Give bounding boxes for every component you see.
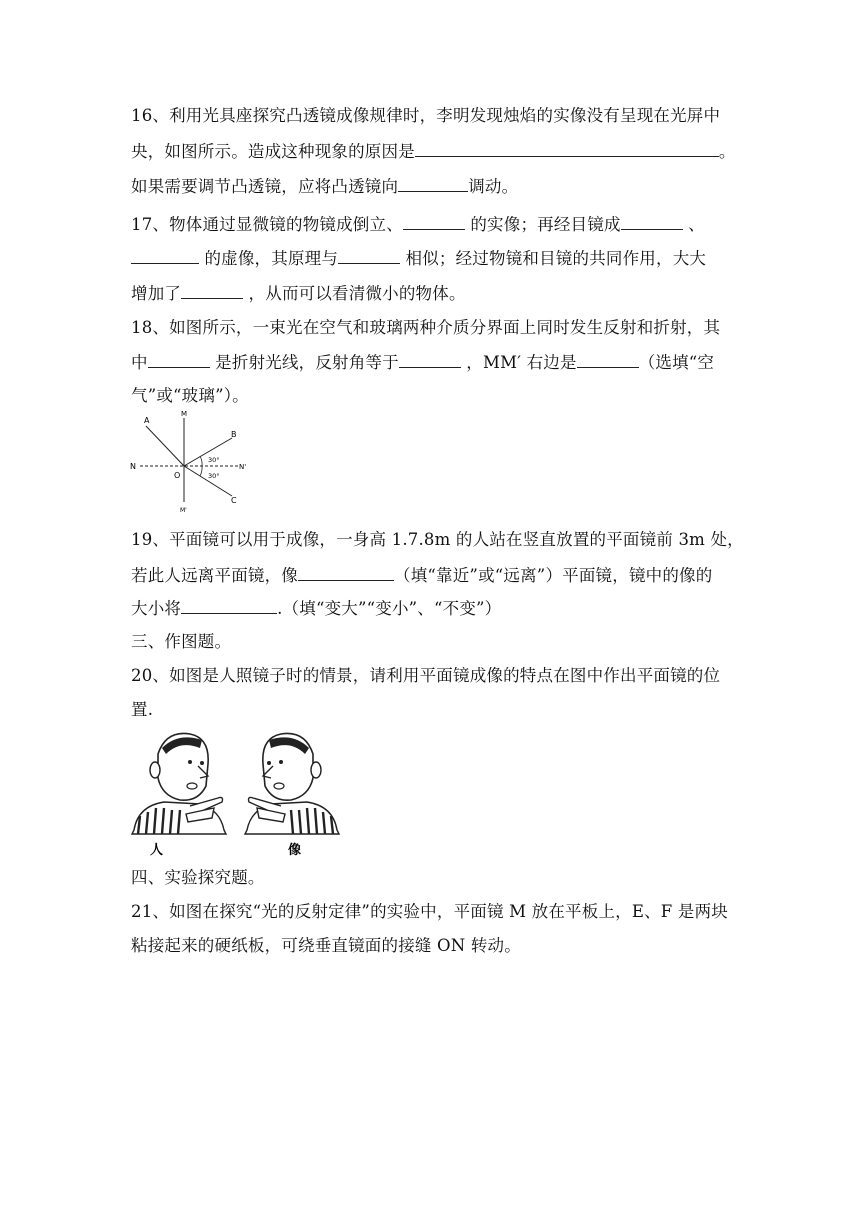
- angle-label-bottom: 30°: [208, 472, 220, 480]
- q17-line-1: 17、物体通过显微镜的物镜成倒立、 的实像；再经目镜成 、: [131, 215, 705, 234]
- q16-line-1: 16、利用光具座探究凸透镜成像规律时，李明发现烛焰的实像没有呈现在光屏中: [131, 106, 721, 125]
- q18-line-2: 中 是折射光线，反射角等于 ，MM′ 右边是 （选填“空: [131, 353, 715, 372]
- mirror-image-illustration: [245, 733, 339, 834]
- label-N-prime: N': [239, 463, 247, 471]
- q16-line-3: 如果需要调节凸透镜，应将凸透镜向 调动。: [131, 177, 519, 196]
- section-3-heading: 三、作图题。: [131, 632, 232, 651]
- q19-line-2: 若此人远离平面镜，像 （填“靠近”或“远离”）平面镜，镜中的像的: [131, 566, 713, 585]
- q16-line-2: 央，如图所示。造成这种现象的原因是 。: [131, 142, 736, 161]
- q20-line-2: 置.: [131, 700, 154, 719]
- q18-answer-blank-2[interactable]: [399, 352, 461, 368]
- q17-answer-blank-2[interactable]: [621, 214, 683, 230]
- label-N: N: [130, 462, 136, 471]
- section-4-heading: 四、实验探究题。: [131, 868, 265, 887]
- q17-answer-blank-4[interactable]: [338, 248, 400, 264]
- q19-line-1: 19、平面镜可以用于成像，一身高 1.7.8m 的人站在竖直放置的平面镜前 3m 处，: [131, 530, 744, 549]
- person-illustration: [132, 733, 226, 834]
- reflection-refraction-diagram: [128, 408, 258, 514]
- q19-line-3: 大小将 .（填“变大”“变小”、“不变”）: [131, 599, 502, 618]
- q20-line-1: 20、如图是人照镜子时的情景，请利用平面镜成像的特点在图中作出平面镜的位: [131, 666, 721, 685]
- label-M: M: [181, 410, 188, 418]
- label-image: 像: [288, 843, 302, 858]
- q21-line-1: 21、如图在探究“光的反射定律”的实验中，平面镜 M 放在平板上，E、F 是两块: [131, 902, 728, 921]
- q16-answer-blank-1[interactable]: [415, 141, 719, 157]
- ray-AO: [146, 426, 184, 466]
- label-person: 人: [150, 843, 164, 858]
- label-C: C: [231, 496, 237, 505]
- q17-answer-blank-1[interactable]: [403, 214, 465, 230]
- q18-line-3: 气”或“玻璃”）。: [131, 386, 249, 405]
- label-M-prime: M': [180, 507, 187, 514]
- q16-answer-blank-2[interactable]: [398, 176, 468, 192]
- q19-answer-blank-2[interactable]: [181, 598, 277, 614]
- label-B: B: [231, 430, 237, 439]
- q18-line-1: 18、如图所示，一束光在空气和玻璃两种介质分界面上同时发生反射和折射，其: [131, 318, 721, 337]
- q19-answer-blank-1[interactable]: [298, 565, 394, 581]
- q18-answer-blank-1[interactable]: [148, 352, 210, 368]
- ray-OC: [184, 466, 232, 496]
- q21-line-2: 粘接起来的硬纸板，可绕垂直镜面的接缝 ON 转动。: [131, 936, 521, 955]
- q17-answer-blank-5[interactable]: [181, 283, 243, 299]
- angle-label-top: 30°: [208, 456, 220, 464]
- q17-answer-blank-3[interactable]: [131, 248, 199, 264]
- q18-answer-blank-3[interactable]: [577, 352, 639, 368]
- mirror-figure: [128, 724, 343, 860]
- label-O: O: [174, 471, 181, 480]
- q17-line-2: 的虚像，其原理与 相似；经过物镜和目镜的共同作用，大大: [131, 248, 731, 269]
- q17-line-3: 增加了 ，从而可以看清微小的物体。: [131, 284, 466, 303]
- label-A: A: [144, 416, 150, 425]
